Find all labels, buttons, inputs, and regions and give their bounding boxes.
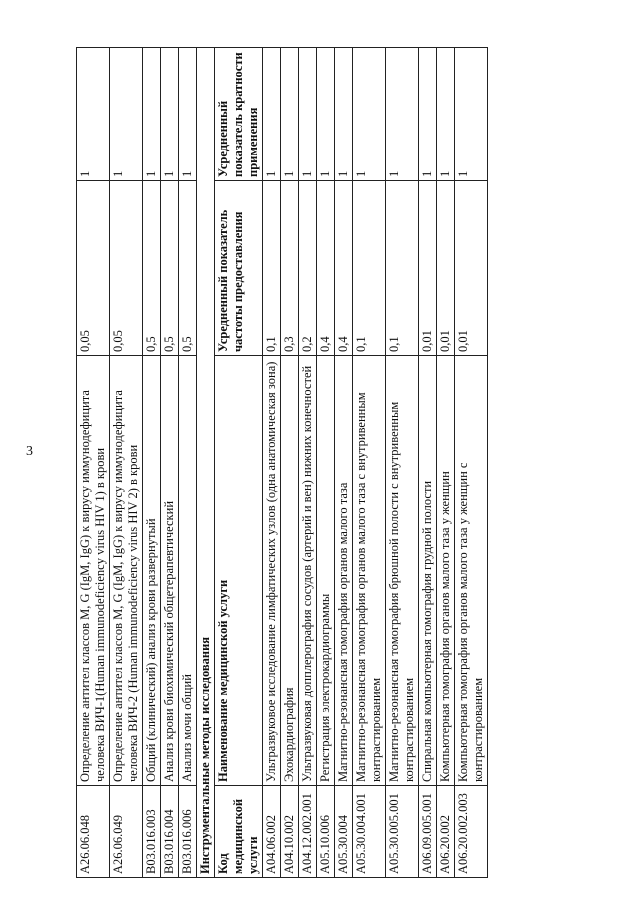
service-code-cell: A26.06.048 [77, 786, 110, 878]
frequency-cell: 0,1 [386, 181, 419, 356]
frequency-cell: 0,2 [299, 181, 317, 356]
service-name-cell: Регистрация электрокардиограммы [317, 356, 335, 786]
frequency-cell: 0,05 [110, 181, 143, 356]
header-frequency: Усредненный показатель частоты предоставления [215, 181, 263, 356]
service-name-cell: Ультразвуковое исследование лимфатических узлов (одна анатомическая зона) [263, 356, 281, 786]
service-code-cell: A05.30.004.001 [353, 786, 386, 878]
table-row [353, 48, 386, 878]
multiplicity-cell: 1 [419, 48, 437, 181]
multiplicity-cell: 1 [335, 48, 353, 181]
section-row [197, 48, 215, 878]
service-code-cell: B03.016.006 [179, 786, 197, 878]
service-code-cell: B03.016.003 [143, 786, 161, 878]
header-name: Наименование медицинской услуги [215, 356, 263, 786]
multiplicity-cell: 1 [281, 48, 299, 181]
table-row [143, 48, 161, 878]
service-code-cell: A05.30.004 [335, 786, 353, 878]
table-row [335, 48, 353, 878]
service-code-cell: A05.10.006 [317, 786, 335, 878]
service-name-cell: Общий (клинический) анализ крови развернутый [143, 356, 161, 786]
section-title: Инструментальные методы исследования [197, 48, 215, 878]
multiplicity-cell: 1 [317, 48, 335, 181]
service-name-cell: Магнитно-резонансная томография органов малого таза с внутривенным контрастированием [353, 356, 386, 786]
multiplicity-cell: 1 [299, 48, 317, 181]
multiplicity-cell: 1 [161, 48, 179, 181]
multiplicity-cell: 1 [263, 48, 281, 181]
table-row [455, 48, 488, 878]
header-multiplicity: Усредненный показатель кратности применения [215, 48, 263, 181]
table-row [386, 48, 419, 878]
service-code-cell: B03.016.004 [161, 786, 179, 878]
service-name-cell: Анализ мочи общий [179, 356, 197, 786]
frequency-cell: 0,01 [455, 181, 488, 356]
frequency-cell: 0,4 [317, 181, 335, 356]
table-row [317, 48, 335, 878]
service-code-cell: A06.20.002.003 [455, 786, 488, 878]
table-body-bottom [263, 48, 488, 878]
table-row [77, 48, 110, 878]
service-name-cell: Спиральная компьютерная томография грудной полости [419, 356, 437, 786]
section-header-body [197, 48, 263, 878]
service-name-cell: Эхокардиография [281, 356, 299, 786]
multiplicity-cell: 1 [77, 48, 110, 181]
frequency-cell: 0,3 [281, 181, 299, 356]
page-number: 3 [26, 444, 33, 459]
frequency-cell: 0,1 [353, 181, 386, 356]
frequency-cell: 0,5 [161, 181, 179, 356]
multiplicity-cell: 1 [455, 48, 488, 181]
service-name-cell: Компьютерная томография органов малого таза у женщин с контрастированием [455, 356, 488, 786]
table-row [110, 48, 143, 878]
service-name-cell: Компьютерная томография органов малого таза у женщин [437, 356, 455, 786]
service-code-cell: A04.12.002.001 [299, 786, 317, 878]
service-name-cell: Магнитно-резонансная томография брюшной полости с внутривенным контрастированием [386, 356, 419, 786]
service-name-cell: Магнитно-резонансная томография органов малого таза [335, 356, 353, 786]
service-code-cell: A05.30.005.001 [386, 786, 419, 878]
multiplicity-cell: 1 [110, 48, 143, 181]
table-row [281, 48, 299, 878]
table-row [263, 48, 281, 878]
frequency-cell: 0,1 [263, 181, 281, 356]
frequency-cell: 0,01 [437, 181, 455, 356]
service-name-cell: Определение антител классов M, G (IgM, IgG) к вирусу иммунодефицита человека ВИЧ-1(Human immunodeficiency virus HIV 1) в крови [77, 356, 110, 786]
multiplicity-cell: 1 [437, 48, 455, 181]
multiplicity-cell: 1 [353, 48, 386, 181]
header-code: Код медицинской услуги [215, 786, 263, 878]
rotated-page-content [76, 48, 636, 878]
service-code-cell: A26.06.049 [110, 786, 143, 878]
table-row [419, 48, 437, 878]
service-code-cell: A06.20.002 [437, 786, 455, 878]
frequency-cell: 0,4 [335, 181, 353, 356]
service-name-cell: Анализ крови биохимический общетерапевтический [161, 356, 179, 786]
column-header-row [215, 48, 263, 878]
frequency-cell: 0,05 [77, 181, 110, 356]
service-code-cell: A04.10.002 [281, 786, 299, 878]
service-name-cell: Определение антител классов M, G (IgM, IgG) к вирусу иммунодефицита человека ВИЧ-2 (Human immunodeficiency virus HIV 2) в крови [110, 356, 143, 786]
frequency-cell: 0,5 [179, 181, 197, 356]
table-row [437, 48, 455, 878]
multiplicity-cell: 1 [179, 48, 197, 181]
service-name-cell: Ультразвуковая допплерография сосудов (артерий и вен) нижних конечностей [299, 356, 317, 786]
services-table [76, 47, 488, 878]
table-body-top [77, 48, 197, 878]
table-row [161, 48, 179, 878]
service-code-cell: A04.06.002 [263, 786, 281, 878]
table-row [179, 48, 197, 878]
frequency-cell: 0,01 [419, 181, 437, 356]
multiplicity-cell: 1 [143, 48, 161, 181]
frequency-cell: 0,5 [143, 181, 161, 356]
multiplicity-cell: 1 [386, 48, 419, 181]
table-row [299, 48, 317, 878]
service-code-cell: A06.09.005.001 [419, 786, 437, 878]
